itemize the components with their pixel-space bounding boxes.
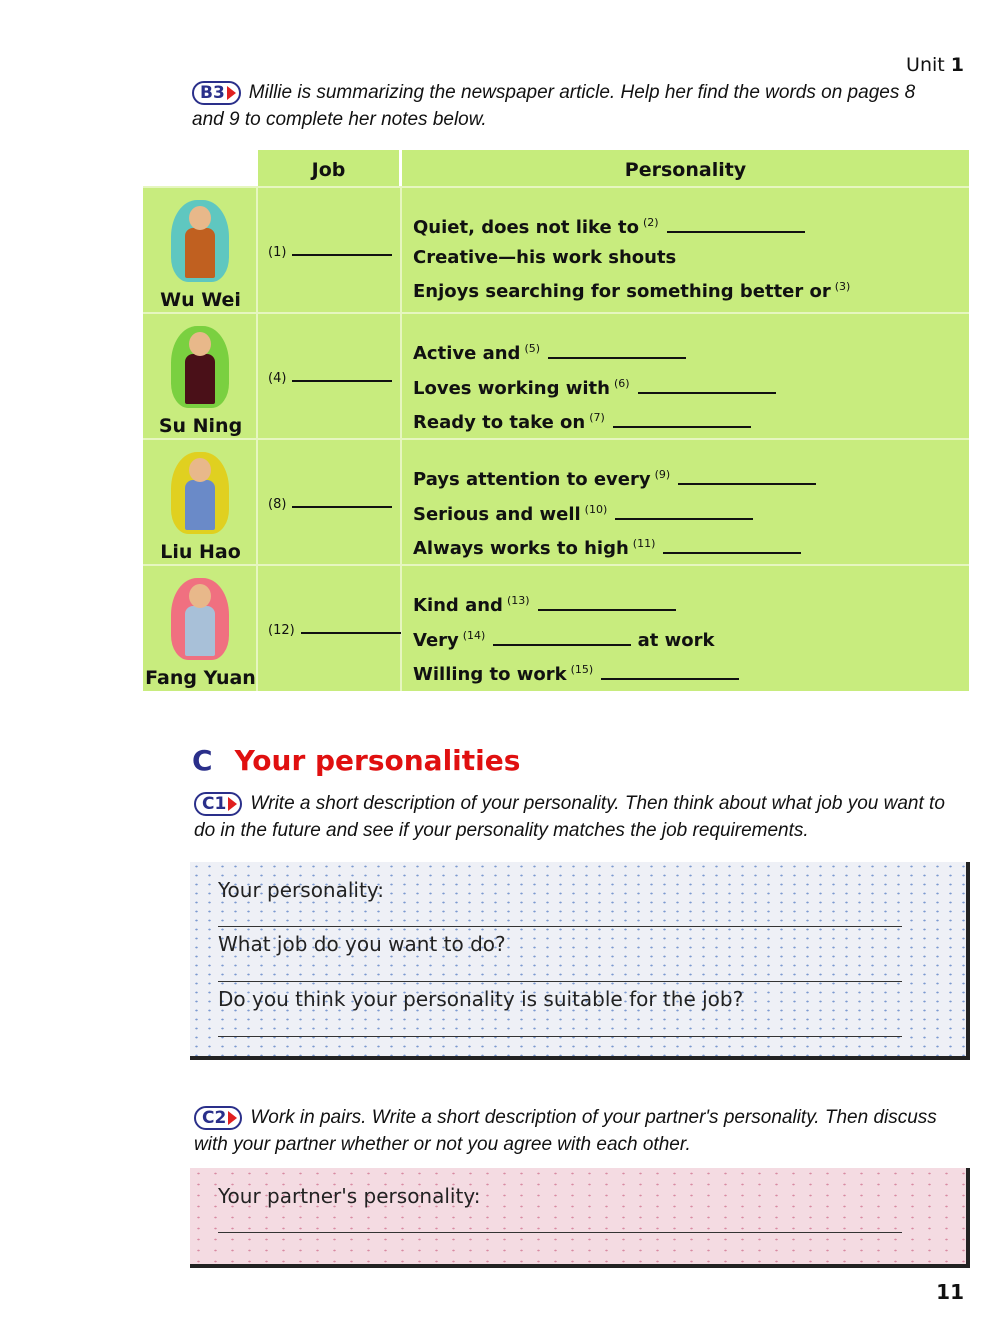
line-text: Ready to take on <box>413 412 586 433</box>
c1-badge: C1 <box>194 792 242 816</box>
section-letter: C <box>192 744 213 777</box>
personality-notes <box>413 460 816 564</box>
personality-line <box>413 403 776 438</box>
blank-number: (15) <box>570 663 594 676</box>
answer-line-partner[interactable] <box>218 1232 902 1233</box>
line-text: Willing to work <box>413 664 567 685</box>
c1-writing-box <box>190 862 970 1060</box>
c2-writing-box <box>190 1168 970 1268</box>
job-answer <box>268 618 401 638</box>
c1-text: Write a short description of your personality. Then think about what job you want to do in the future and see if your personality matches the job requirements. <box>194 793 945 841</box>
personality-blank[interactable] <box>663 538 801 554</box>
blank-number: (13) <box>506 594 530 607</box>
blank-number: (1) <box>268 245 287 260</box>
b3-badge: B3 <box>192 81 241 105</box>
personality-blank[interactable] <box>678 469 816 485</box>
personality-blank[interactable] <box>615 504 753 520</box>
blank-number: (4) <box>268 371 287 386</box>
job-answer <box>268 240 392 260</box>
personality-blank[interactable] <box>667 217 805 233</box>
section-title: Your personalities <box>234 744 521 777</box>
personality-line <box>413 243 969 273</box>
blank-number: (7) <box>589 411 605 424</box>
personality-line <box>413 586 739 621</box>
table-row <box>143 312 969 439</box>
personality-line <box>413 334 776 369</box>
unit-number: 1 <box>950 54 964 76</box>
header-job: Job <box>258 150 399 186</box>
blank-number: (6) <box>613 376 630 390</box>
blank-number: (3) <box>834 280 851 293</box>
unit-label <box>906 54 964 76</box>
job-blank[interactable] <box>292 240 392 256</box>
line-text: Loves working with <box>413 377 610 399</box>
personality-line <box>413 621 739 656</box>
personality-line <box>413 208 969 243</box>
personality-line <box>413 369 776 404</box>
blank-number: (5) <box>524 342 541 355</box>
answer-line-suitable[interactable] <box>218 1036 902 1037</box>
blank-number: (8) <box>268 497 287 512</box>
table-row <box>143 438 969 565</box>
personality-blank[interactable] <box>613 412 751 428</box>
personality-line <box>413 495 816 530</box>
page-number: 11 <box>936 1280 964 1304</box>
person-name: Fang Yuan <box>145 667 256 689</box>
blank-number: (2) <box>642 216 659 229</box>
unit-text: Unit <box>906 54 945 76</box>
line-text: Enjoys searching for something better or <box>413 281 831 302</box>
line-text: Quiet, does not like to <box>413 217 639 238</box>
person-name: Wu Wei <box>160 289 241 311</box>
prompt-suitable: Do you think your personality is suitable for the job? <box>218 987 744 1011</box>
prompt-job: What job do you want to do? <box>218 932 506 956</box>
personality-blank[interactable] <box>538 595 676 611</box>
person-illustration <box>171 200 229 282</box>
header-personality: Personality <box>402 150 969 186</box>
job-blank[interactable] <box>292 492 392 508</box>
b3-text: Millie is summarizing the newspaper article. Help her find the words on pages 8 and 9 to complete her notes below. <box>192 82 916 130</box>
line-text: Kind and <box>413 595 503 616</box>
prompt-partner: Your partner's personality: <box>218 1184 481 1208</box>
answer-line-job[interactable] <box>218 981 902 982</box>
line-text: Serious and well <box>413 503 581 525</box>
person-illustration <box>171 326 229 408</box>
blank-number: (11) <box>632 537 656 550</box>
line-text: Creative—his work shouts <box>413 246 677 268</box>
c2-instruction <box>194 1104 964 1158</box>
answer-line-personality[interactable] <box>218 926 902 927</box>
c2-text: Work in pairs. Write a short description of your partner's personality. Then discuss with your partner whether or not you agree with each other. <box>194 1107 937 1155</box>
personality-line <box>413 529 816 564</box>
blank-number: (9) <box>654 468 671 481</box>
person-cell <box>143 566 258 691</box>
line-text: Active and <box>413 343 521 364</box>
blank-number: (14) <box>462 628 486 642</box>
line-text: Pays attention to every <box>413 469 651 490</box>
person-cell <box>143 314 258 439</box>
line-text: Very <box>413 629 459 651</box>
blank-number: (10) <box>584 502 608 516</box>
person-illustration <box>171 452 229 534</box>
personality-line <box>413 460 816 495</box>
line-suffix: at work <box>637 629 715 651</box>
personality-blank[interactable] <box>493 630 631 646</box>
person-cell <box>143 188 258 313</box>
job-answer <box>268 366 392 386</box>
person-cell <box>143 440 258 565</box>
person-name: Liu Hao <box>160 541 241 563</box>
notes-table <box>143 150 969 690</box>
person-name: Su Ning <box>158 415 243 437</box>
personality-blank[interactable] <box>601 664 739 680</box>
person-illustration <box>171 578 229 660</box>
prompt-personality: Your personality: <box>218 878 384 902</box>
personality-blank[interactable] <box>548 343 686 359</box>
c2-badge: C2 <box>194 1106 242 1130</box>
personality-line <box>413 655 739 690</box>
personality-blank[interactable] <box>638 378 776 394</box>
section-c-title <box>192 744 520 777</box>
table-row <box>143 186 969 313</box>
table-row <box>143 564 969 691</box>
personality-notes <box>413 586 739 690</box>
c1-instruction <box>194 790 964 844</box>
b3-instruction <box>192 79 952 133</box>
blank-number: (12) <box>268 623 295 638</box>
job-answer <box>268 492 392 512</box>
personality-notes <box>413 334 776 438</box>
job-blank[interactable] <box>292 366 392 382</box>
job-blank[interactable] <box>301 618 401 634</box>
line-text: Always works to high <box>413 538 629 559</box>
